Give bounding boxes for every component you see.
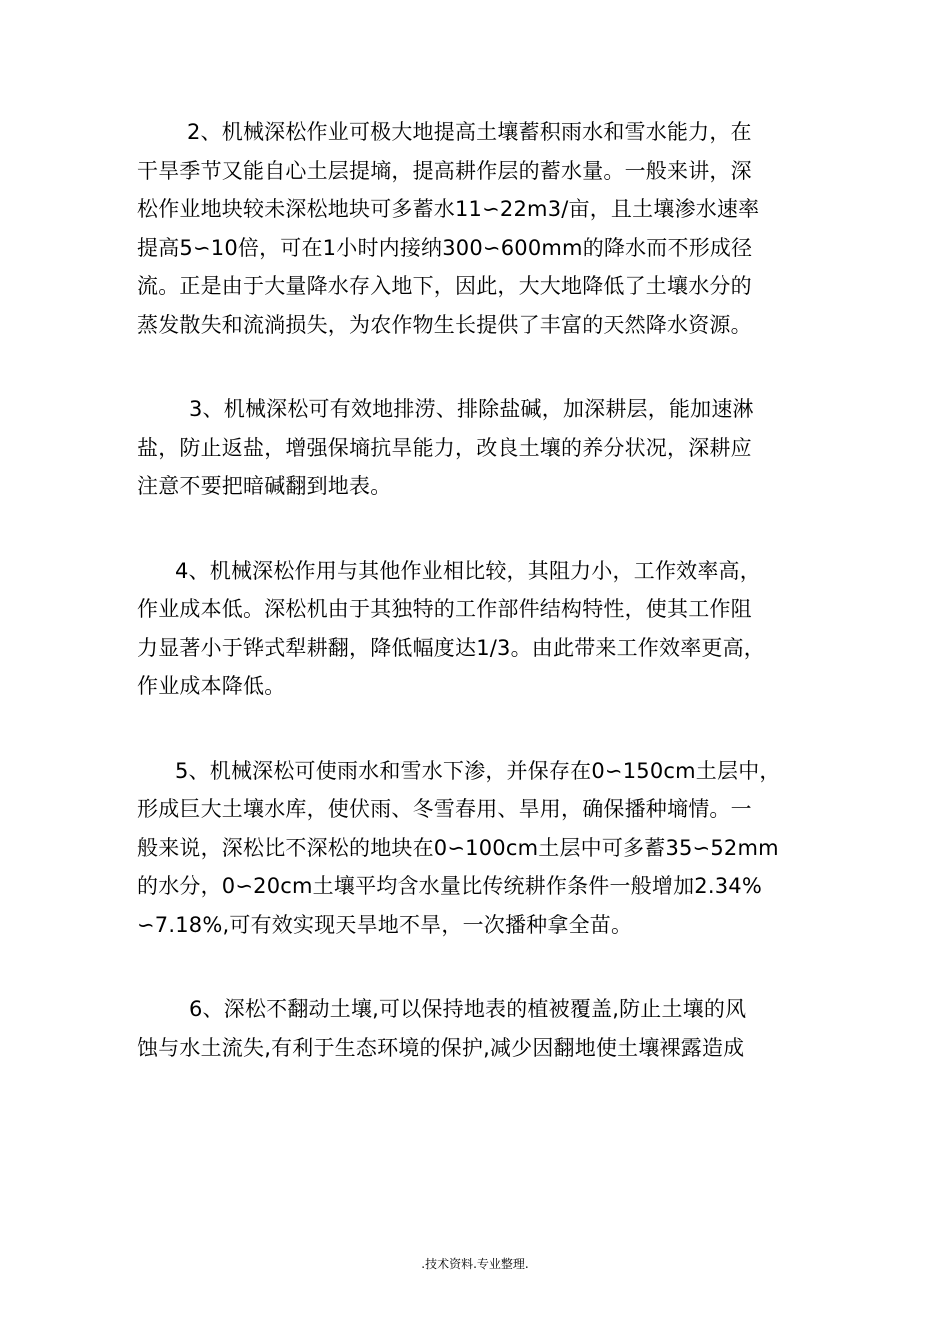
paragraph-6 [137,990,827,1067]
text-line: 6、深松不翻动土壤,可以保持地表的植被覆盖,防止土壤的风 [189,997,747,1021]
text-line: 4、机械深松作用与其他作业相比较，其阻力小，工作效率高， [175,558,761,583]
text-line: 蒸发散失和流淌损失，为农作物生长提供了丰富的天然降水资源。 [137,312,752,337]
text-line: 干旱季节又能自心土层提墒，提高耕作层的蓄水量。一般来讲，深 [137,158,752,183]
text-line: 般来说，深松比不深松的地块在0∽100cm土层中可多蓄35∽52mm [137,835,779,860]
paragraph-4 [137,552,827,706]
text-line: 2、机械深松作业可极大地提高土壤蓄积雨水和雪水能力，在 [187,120,752,144]
text-line: 形成巨大土壤水库，使伏雨、冬雪春用、旱用，确保播种墒情。一 [137,797,752,821]
paragraph-5 [137,752,827,945]
text-line: 蚀与水土流失,有利于生态环境的保护,减少因翻地使土壤裸露造成 [137,1035,745,1060]
page-footer: .技术资料.专业整理. [421,1257,529,1271]
text-line: 作业成本降低。 [137,674,286,698]
text-line: 注意不要把暗碱翻到地表。 [137,474,392,498]
text-line: 作业成本低。深松机由于其独特的工作部件结构特性，使其工作阻 [137,597,752,621]
text-line: 的水分，0∽20cm土壤平均含水量比传统耕作条件一般增加2.34% [137,874,762,898]
text-line: 流。正是由于大量降水存入地下，因此，大大地降低了土壤水分的 [137,274,752,298]
paragraph-2 [137,113,827,344]
document-body [137,113,827,1113]
text-line: 5、机械深松可使雨水和雪水下渗，并保存在0∽150cm土层中， [175,758,781,783]
text-line: ∽7.18%,可有效实现天旱地不旱，一次播种拿全苗。 [137,912,633,937]
text-line: 松作业地块较未深松地块可多蓄水11∽22m3/亩，且土壤渗水速率 [137,197,760,221]
text-line: 力显著小于铧式犁耕翻，降低幅度达1/3。由此带来工作效率更高， [137,635,765,660]
paragraph-3 [137,390,827,506]
text-line: 提高5∽10倍，可在1小时内接纳300∽600mm的降水而不形成径 [137,235,753,260]
text-line: 盐，防止返盐，增强保墒抗旱能力，改良土壤的养分状况，深耕应 [137,435,752,460]
text-line: 3、机械深松可有效地排涝、排除盐碱，加深耕层，能加速淋 [189,397,754,421]
